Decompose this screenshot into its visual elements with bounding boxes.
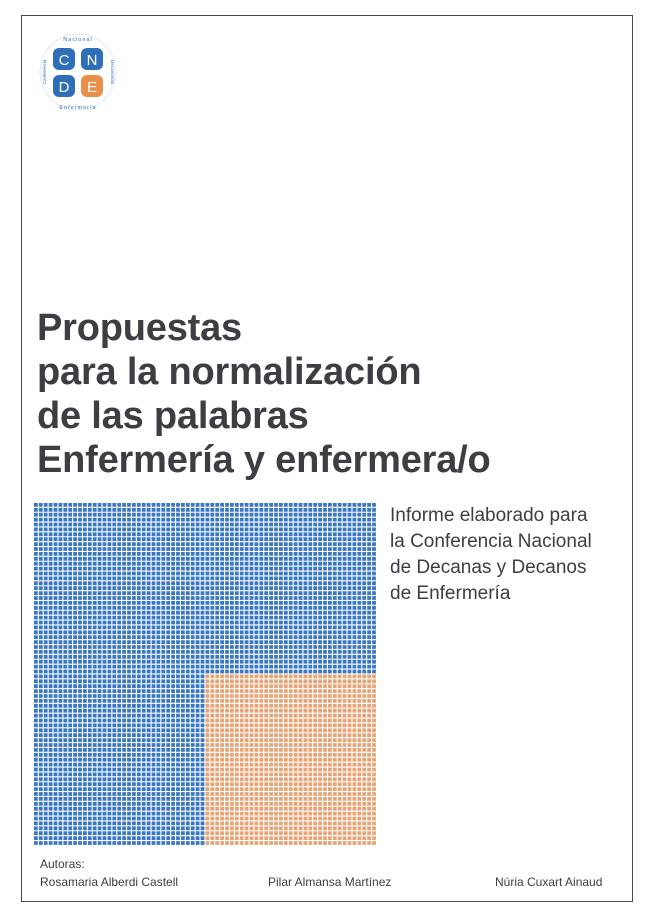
subtitle-line-3: de Decanas y Decanos <box>390 557 587 578</box>
logo-ring-top: Nacional <box>63 37 93 43</box>
title-line-1: Propuestas <box>37 307 242 349</box>
title-line-2: para la normalización <box>37 351 422 393</box>
logo-letter-e: E <box>86 79 98 96</box>
logo-letter-c: C <box>58 52 70 69</box>
author-name-1: Rosamaria Alberdi Castell <box>40 875 179 889</box>
logo-letter-d: D <box>58 79 70 96</box>
grid-art-orange-squares <box>206 675 376 845</box>
title-line-4: Enfermería y enfermera/o <box>37 439 491 481</box>
subtitle-line-2: la Conferencia Nacional <box>390 531 592 552</box>
author-name-3: Núria Cuxart Ainaud <box>495 875 603 889</box>
logo-ring-right: Decanos/as <box>110 59 115 85</box>
subtitle-line-1: Informe elaborado para <box>390 505 588 526</box>
title-line-3: de las palabras <box>37 395 309 437</box>
author-name-2: Pilar Almansa Martínez <box>268 875 392 889</box>
authors-label: Autoras: <box>40 857 85 871</box>
cnde-logo <box>36 32 120 112</box>
logo-ring-left: Conferencia <box>42 59 47 85</box>
document-title <box>37 306 491 482</box>
subtitle-line-4: de Enfermería <box>390 583 511 604</box>
logo-letter-n: N <box>86 52 98 69</box>
checkered-grid-art <box>34 503 376 845</box>
logo-ring-bottom: Enfermería <box>59 105 97 111</box>
document-subtitle <box>390 503 626 607</box>
logo-ring <box>40 34 116 110</box>
